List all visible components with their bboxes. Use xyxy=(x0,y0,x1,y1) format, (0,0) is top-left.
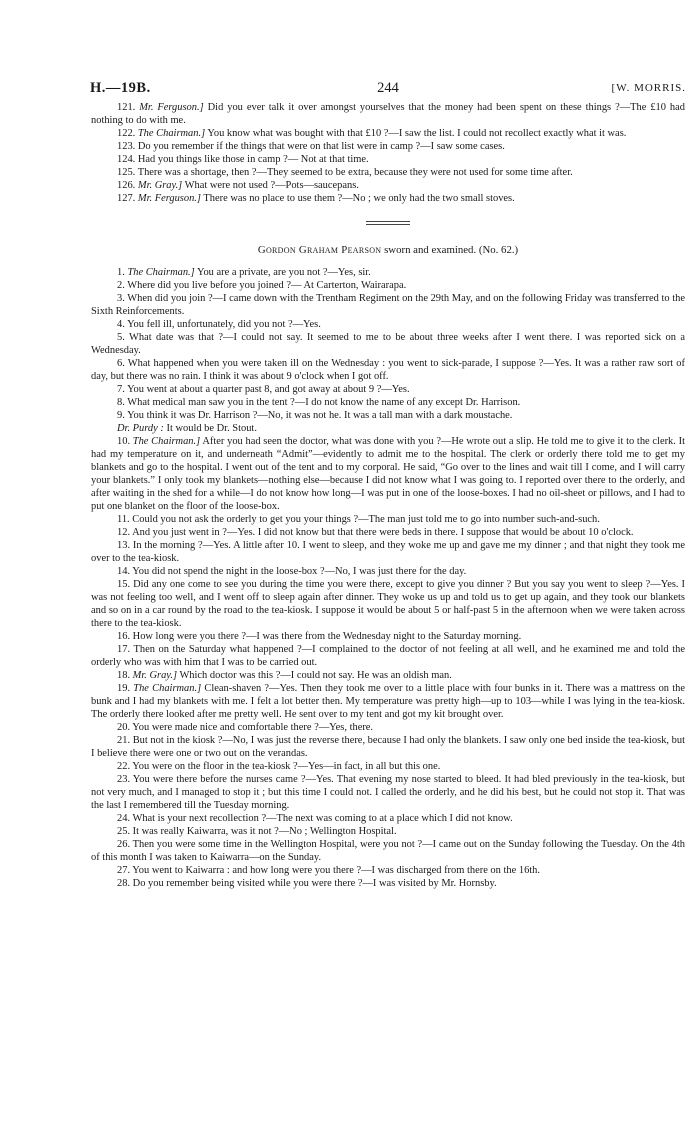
testimony-paragraph xyxy=(91,331,685,357)
testimony-text: Did any one come to see you during the time you were there, except to give you dinner ? But you say you went to sleep ?—Yes. I was not feeling too well, and I went off to sleep again after dinner. They woke us up and told us to get up again, and they took our blankets and so on in a car round by the road to the tea-kiosk. I suppose it would be about 5 or half-past 5 in the afternoon when we were taken across there to the tea-kiosk. xyxy=(91,579,685,629)
testimony-paragraph xyxy=(91,192,685,205)
question-number: 22. xyxy=(117,761,131,772)
testimony-paragraph xyxy=(91,669,685,682)
testimony-text: It was really Kaiwarra, was it not ?—No ; Wellington Hospital. xyxy=(132,826,397,837)
testimony-text: What date was that ?—I could not say. It seemed to me to be about three weeks after I went there. I was reported sick on a Wednesday. xyxy=(91,332,686,356)
question-number: 122. xyxy=(117,128,136,139)
question-number: 2. xyxy=(117,280,125,291)
question-number: 17. xyxy=(117,644,131,655)
witness-heading xyxy=(91,244,685,257)
testimony-text: When did you join ?—I came down with the Trentham Regiment on the 29th May, and on the following Friday was transferred to the Sixth Reinforcements. xyxy=(91,293,685,317)
testimony-text: Could you not ask the orderly to get you your things ?—The man just told me to go into number such-and-such. xyxy=(132,514,600,525)
question-number: 23. xyxy=(117,774,131,785)
testimony-paragraph xyxy=(91,630,685,643)
testimony-text: Had you things like those in camp ?— Not at that time. xyxy=(137,154,369,165)
testimony-text: You are a private, are you not ?—Yes, sir. xyxy=(196,267,371,278)
testimony-paragraph xyxy=(91,266,685,279)
speaker-label: The Chairman.] xyxy=(127,267,195,278)
question-number: 127. xyxy=(117,193,136,204)
testimony-text: You know what was bought with that £10 ?—I saw the list. I could not recollect exactly what it was. xyxy=(207,128,627,139)
testimony-paragraph xyxy=(91,409,685,422)
question-number: 20. xyxy=(117,722,131,733)
question-number: 126. xyxy=(117,180,136,191)
testimony-text: You went at about a quarter past 8, and got away at about 9 ?—Yes. xyxy=(127,384,410,395)
testimony-paragraph xyxy=(91,101,685,127)
testimony-paragraph xyxy=(91,734,685,760)
question-number: 15. xyxy=(117,579,131,590)
testimony-text: In the morning ?—Yes. A little after 10. I went to sleep, and they woke me up and gave me my dinner ; and that night they took me over to the tea-kiosk. xyxy=(91,540,685,564)
testimony-text: What is your next recollection ?—The next was coming to at a place which I did not know. xyxy=(132,813,513,824)
question-number: 13. xyxy=(117,540,131,551)
question-number: 27. xyxy=(117,865,131,876)
testimony-text: What were not used ?—Pots—saucepans. xyxy=(184,180,359,191)
testimony-paragraph xyxy=(91,179,685,192)
testimony-text: Clean-shaven ?—Yes. Then they took me over to a little place with four bunks in it. There was a mattress on the bunk and I had my blankets with me. I felt a lot better then. My temperature was pretty high—up to 103—while I was lying in the tea-kiosk. The orderly there looked after me pretty well. He sent over to my tent and got my kit brought over. xyxy=(91,683,685,720)
speaker-label: Mr. Gray.] xyxy=(132,670,178,681)
testimony-text: What happened when you were taken ill on the Wednesday : you went to sick-parade, I suppose ?—Yes. It was a rather raw sort of day, but there was no rain. I think it was about 9 o'clock when I got off. xyxy=(91,358,686,382)
testimony-text: There was no place to use them ?—No ; we only had the two small stoves. xyxy=(203,193,515,204)
question-number: 12. xyxy=(117,527,131,538)
testimony-paragraph xyxy=(91,760,685,773)
testimony-paragraph xyxy=(91,877,685,890)
report-reference: H.—19B. xyxy=(90,80,151,96)
testimony-paragraph xyxy=(91,140,685,153)
previous-witness-section xyxy=(91,101,685,205)
testimony-paragraph xyxy=(91,682,685,721)
testimony-paragraph xyxy=(91,166,685,179)
page-number: 244 xyxy=(377,80,399,96)
speaker-label: Mr. Ferguson.] xyxy=(139,102,204,113)
testimony-paragraph xyxy=(91,435,685,513)
question-number: 9. xyxy=(117,410,125,421)
testimony-text: You did not spend the night in the loose-box ?—No, I was just there for the day. xyxy=(132,566,467,577)
testimony-paragraph xyxy=(91,318,685,331)
question-number: 5. xyxy=(117,332,125,343)
testimony-text: And you just went in ?—Yes. I did not know but that there were beds in there. I suppose that would be about 10 o'clock. xyxy=(132,527,634,538)
question-number: 18. xyxy=(117,670,131,681)
testimony-paragraph xyxy=(91,422,685,435)
question-number: 125. xyxy=(117,167,136,178)
testimony-paragraph xyxy=(91,127,685,140)
testimony-paragraph xyxy=(91,864,685,877)
question-number: 19. xyxy=(117,683,131,694)
testimony-text: How long were you there ?—I was there from the Wednesday night to the Saturday morning. xyxy=(132,631,522,642)
question-number: 1. xyxy=(117,267,125,278)
testimony-paragraph xyxy=(91,812,685,825)
testimony-text: It would be Dr. Stout. xyxy=(166,423,257,434)
testimony-paragraph xyxy=(91,279,685,292)
question-number: 11. xyxy=(117,514,130,525)
testimony-paragraph xyxy=(91,539,685,565)
question-number: 4. xyxy=(117,319,125,330)
question-number: 10. xyxy=(117,436,131,447)
witness-running-head: [W. MORRIS. xyxy=(611,82,686,94)
question-number: 21. xyxy=(117,735,131,746)
testimony-paragraph xyxy=(91,825,685,838)
testimony-text: You fell ill, unfortunately, did you not ?—Yes. xyxy=(127,319,321,330)
speaker-label: The Chairman.] xyxy=(133,683,202,694)
question-number: 7. xyxy=(117,384,125,395)
testimony-text: After you had seen the doctor, what was done with you ?—He wrote out a slip. He told me to give it to the clerk. It had my temperature on it, and underneath “Admit”—evidently to admit me to the hospital. The clerk or orderly there told me to get my blankets and go to the hospital. I went out of the tent and to my corporal. He said, “Go over to the lines and wait till I come, and I will carry your blankets.” I only took my blankets—nothing else—because I did not know what I was going to. I reported over there to the orderly, and after waiting in the shed for a while—I do not know how long—I was put in one of the loose-boxes. I had no oil-sheet or pillows, and I had to put one blanket on the floor of the loose-box. xyxy=(91,436,685,512)
speaker-label: The Chairman.] xyxy=(137,128,206,139)
testimony-text: But not in the kiosk ?—No, I was just the reverse there, because I had only the blankets. I saw only one bed inside the tea-kiosk, but I believe there were one or two out on the verandas. xyxy=(91,735,686,759)
question-number: 16. xyxy=(117,631,131,642)
testimony-text: Do you remember being visited while you were there ?—I was visited by Mr. Hornsby. xyxy=(132,878,497,889)
witness-number: (No. 62.) xyxy=(478,244,519,256)
testimony-paragraph xyxy=(91,565,685,578)
testimony-text: Where did you live before you joined ?— At Carterton, Wairarapa. xyxy=(127,280,407,291)
question-number: 28. xyxy=(117,878,131,889)
testimony-text: You think it was Dr. Harrison ?—No, it was not he. It was a tall man with a dark moustache. xyxy=(127,410,513,421)
question-number: 24. xyxy=(117,813,131,824)
speaker-label: Mr. Ferguson.] xyxy=(137,193,201,204)
testimony-paragraph xyxy=(91,292,685,318)
testimony-text: You went to Kaiwarra : and how long were you there ?—I was discharged from there on the 16th. xyxy=(132,865,541,876)
page-header xyxy=(90,80,686,100)
section-divider xyxy=(366,221,410,222)
testimony-paragraph xyxy=(91,357,685,383)
testimony-text: You were there before the nurses came ?—Yes. That evening my nose started to bleed. It had bled previously in the tea-kiosk, but not very much, and I managed to stop it ; but this time I could not. I called the orderly, and he did his best, but he could not stop it. That was the last I remembered till the Tuesday morning. xyxy=(91,774,685,811)
testimony-paragraph xyxy=(91,643,685,669)
testimony-paragraph xyxy=(91,513,685,526)
testimony-paragraph xyxy=(91,396,685,409)
witness-heading-text: sworn and examined. xyxy=(384,244,477,256)
testimony-text: You were made nice and comfortable there ?—Yes, there. xyxy=(132,722,374,733)
testimony-text: Then you were some time in the Wellington Hospital, were you not ?—I came out on the Sunday following the Tuesday. On the 4th of this month I was taken to Kaiwarra—on the Sunday. xyxy=(91,839,686,863)
question-number: 25. xyxy=(117,826,131,837)
testimony-paragraph xyxy=(91,838,685,864)
speaker-label: The Chairman.] xyxy=(132,436,201,447)
testimony-paragraph xyxy=(91,383,685,396)
testimony-text: Which doctor was this ?—I could not say. He was an oldish man. xyxy=(179,670,452,681)
testimony-paragraph xyxy=(91,153,685,166)
examination-section xyxy=(91,266,685,890)
question-number: 3. xyxy=(117,293,125,304)
speaker-label: Dr. Purdy : xyxy=(117,423,164,434)
testimony-text: There was a shortage, then ?—They seemed to be extra, because they were not used for some time after. xyxy=(137,167,573,178)
witness-name: Gordon Graham Pearson xyxy=(257,244,382,256)
testimony-text: Then on the Saturday what happened ?—I complained to the doctor of not feeling at all well, and he examined me and told the orderly who was with him that I was to be carried out. xyxy=(91,644,685,668)
question-number: 121. xyxy=(117,102,136,113)
testimony-text: What medical man saw you in the tent ?—I do not know the name of any except Dr. Harrison. xyxy=(127,397,521,408)
testimony-paragraph xyxy=(91,773,685,812)
testimony-text: Did you ever talk it over amongst yourselves that the money had been spent on these things ?—The £10 had nothing to do with me. xyxy=(91,102,685,126)
testimony-text: You were on the floor in the tea-kiosk ?—Yes—in fact, in all but this one. xyxy=(132,761,441,772)
testimony-paragraph xyxy=(91,578,685,630)
speaker-label: Mr. Gray.] xyxy=(137,180,183,191)
testimony-paragraph xyxy=(91,721,685,734)
section-divider xyxy=(366,224,410,225)
testimony-paragraph xyxy=(91,526,685,539)
question-number: 123. xyxy=(117,141,136,152)
question-number: 26. xyxy=(117,839,131,850)
question-number: 8. xyxy=(117,397,125,408)
testimony-text: Do you remember if the things that were on that list were in camp ?—I saw some cases. xyxy=(137,141,505,152)
question-number: 124. xyxy=(117,154,136,165)
document-body xyxy=(91,101,685,890)
question-number: 14. xyxy=(117,566,131,577)
question-number: 6. xyxy=(117,358,125,369)
